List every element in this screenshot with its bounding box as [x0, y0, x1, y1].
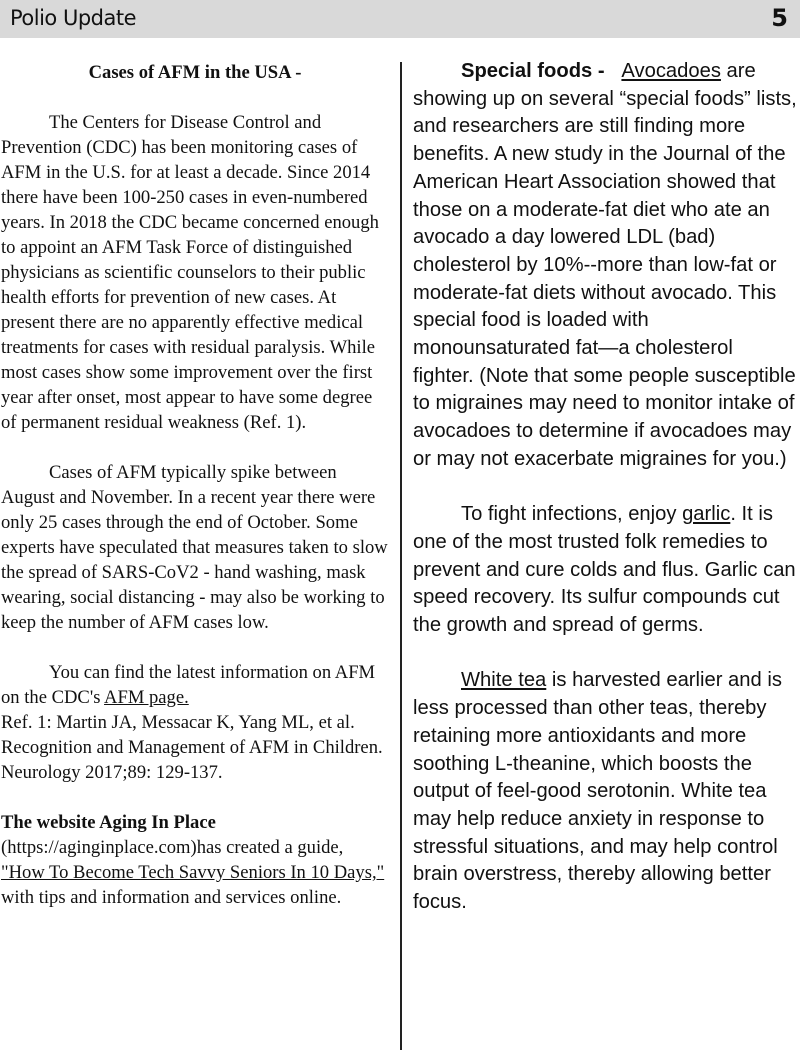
garlic-text-2: . It is one of the most trusted folk remedies to prevent and cure colds and flus. Garlic can speed recovery. Its sulfur compounds cut the growth and spread of germs. [413, 503, 796, 637]
afm-paragraph-3 [1, 660, 389, 710]
aging-in-place-heading: The website Aging In Place [1, 812, 216, 833]
left-column [1, 60, 389, 910]
afm-paragraph-2: Cases of AFM typically spike between August and November. In a recent year there were only 25 cases through the end of October. Some experts have speculated that measures taken to slow the spread of SARS-CoV2 - hand washing, mask wearing, social distancing - may also be working to keep the number of AFM cases low. [1, 462, 388, 633]
white-tea-text: is harvested earlier and is less processed than other teas, thereby retaining more antioxidants and more soothing L-theanine, which boosts the output of feel-good serotonin. White tea may help reduce anxiety in response to stressful situations, and may help control brain overstress, thereby allowing better focus. [413, 669, 782, 914]
tech-savvy-guide-link[interactable]: "How To Become Tech Savvy Seniors In 10 Days," [1, 862, 385, 883]
right-column [413, 58, 799, 917]
white-tea-paragraph [413, 667, 799, 916]
afm-info-text: You can find the latest information on AFM on the CDC's [1, 662, 376, 708]
avocado-text: are showing up on several “special foods” lists, and researchers are still finding more benefits. A new study in the Journal of the American Heart Association showed that those on a moderate-fat diet who ate an avocado a day lowered LDL (bad) cholesterol by 10%--more than low-fat or moderate-fat diets without avocado. This special food is loaded with monounsaturated fat—a cholesterol fighter. (Note that some people susceptible to migraines may need to monitor intake of avocadoes to determine if avocadoes may or may not exacerbate migraines for you.) [413, 60, 797, 470]
aging-in-place-text-2: with tips and information and services online. [1, 887, 342, 908]
newsletter-title: Polio Update [10, 6, 137, 30]
aging-in-place-paragraph [1, 810, 389, 910]
page-header [0, 0, 800, 38]
garlic-paragraph [413, 501, 799, 640]
garlic-link[interactable]: garlic [682, 503, 731, 526]
afm-paragraph-1: The Centers for Disease Control and Prevention (CDC) has been monitoring cases of AFM in the U.S. for at least a decade. Since 2014 there have been 100-250 cases in even-numbered years. In 2018 the CDC became concerned enough to appoint an AFM Task Force of distinguished physicians as scientific counselors to their public health efforts for prevention of new cases. At present there are no apparently effective medical treatments for cases with residual paralysis. While most cases show some improvement over the first year after onset, most appear to have some degree of permanent residual weakness (Ref. 1). [1, 112, 379, 433]
afm-heading: Cases of AFM in the USA - [88, 62, 302, 83]
page-number: 5 [771, 4, 788, 32]
column-divider [400, 62, 402, 1050]
avocadoes-link[interactable]: Avocadoes [621, 60, 721, 82]
cdc-afm-page-link[interactable]: AFM page. [104, 687, 189, 708]
white-tea-link[interactable]: White tea [461, 669, 547, 692]
special-foods-heading: Special foods - [461, 60, 605, 82]
garlic-text-1: To fight infections, enjoy [461, 503, 683, 526]
special-foods-paragraph [413, 58, 799, 474]
afm-reference: Ref. 1: Martin JA, Messacar K, Yang ML, et al. Recognition and Management of AFM in Children. Neurology 2017;89: 129-137. [1, 712, 383, 783]
aging-in-place-text-1: (https://aginginplace.com)has created a guide, [1, 837, 344, 858]
